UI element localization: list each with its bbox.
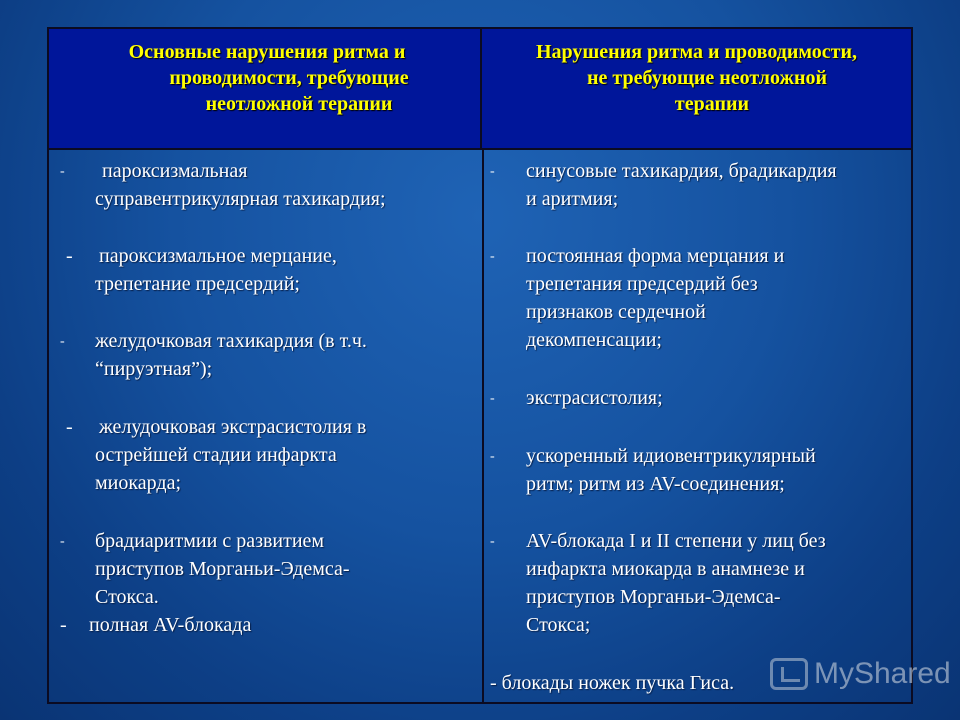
left-item-6: полная AV-блокада: [89, 614, 252, 636]
right-item-5-line-4: Стокса;: [526, 614, 591, 636]
left-item-2-line-2: трепетание предсердий;: [95, 273, 300, 295]
left-item-3-line-1: желудочковая тахикардия (в т.ч.: [95, 330, 367, 352]
bullet-dash: -: [66, 245, 73, 267]
header-right-line-2: не требующие неотложной: [586, 67, 827, 89]
right-item-6: - блокады ножек пучка Гиса.: [490, 672, 735, 694]
left-item-1-line-2: суправентрикулярная тахикардия;: [95, 188, 386, 210]
right-item-2-line-4: декомпенсации;: [526, 329, 662, 351]
right-item-4-line-1: ускоренный идиовентрикулярный: [526, 445, 816, 467]
right-item-5-line-1: AV-блокада I и II степени у лиц без: [526, 530, 826, 552]
right-item-5-line-3: приступов Морганьи-Эдемса-: [526, 586, 781, 608]
bullet-dash: -: [60, 334, 65, 349]
header-right-line-1: Нарушения ритма и проводимости,: [536, 41, 857, 63]
left-item-4-line-2: острейшей стадии инфаркта: [95, 444, 337, 466]
bullet-dash: -: [60, 534, 65, 549]
left-item-1-line-1: пароксизмальная: [102, 160, 248, 182]
header-left-line-1: Основные нарушения ритма и: [128, 41, 406, 63]
bullet-dash: -: [490, 249, 495, 264]
bullet-dash: -: [66, 416, 73, 438]
bullet-dash: -: [60, 164, 65, 179]
right-item-5-line-2: инфаркта миокарда в анамнезе и: [526, 558, 805, 580]
column-divider: [482, 148, 484, 702]
bullet-dash: -: [60, 614, 67, 636]
watermark-text: MyShared: [814, 657, 951, 690]
right-item-1-line-1: синусовые тахикардия, брадикардия: [526, 160, 837, 182]
left-item-4-line-3: миокарда;: [95, 472, 181, 494]
header-right-cell: [482, 29, 911, 148]
right-item-2-line-2: трепетания предсердий без: [526, 273, 758, 295]
header-divider: [49, 148, 911, 150]
left-item-3-line-2: “пируэтная”);: [95, 358, 213, 380]
bullet-dash: -: [490, 391, 495, 406]
bullet-dash: -: [490, 164, 495, 179]
header-left-line-2: проводимости, требующие: [169, 67, 409, 89]
left-item-2-line-1: пароксизмальное мерцание,: [99, 245, 337, 267]
watermark: [770, 654, 951, 694]
presentation-icon: [770, 658, 808, 690]
left-item-5-line-3: Стокса.: [95, 586, 159, 608]
bullet-dash: -: [490, 534, 495, 549]
header-left-line-3: неотложной терапии: [205, 93, 393, 115]
left-item-5-line-2: приступов Морганьи-Эдемса-: [95, 558, 350, 580]
right-item-3-line-1: экстрасистолия;: [526, 387, 663, 409]
right-item-1-line-2: и аритмия;: [526, 188, 619, 210]
left-item-5-line-1: брадиаритмии с развитием: [95, 530, 325, 552]
left-item-4-line-1: желудочковая экстрасистолия в: [99, 416, 367, 438]
right-item-4-line-2: ритм; ритм из AV-соединения;: [526, 473, 785, 495]
right-item-2-line-1: постоянная форма мерцания и: [526, 245, 785, 267]
header-left-cell: [49, 29, 482, 148]
right-item-2-line-3: признаков сердечной: [526, 301, 706, 323]
bullet-dash: -: [490, 449, 495, 464]
arrhythmia-table: [47, 27, 913, 704]
header-right-line-3: терапии: [674, 93, 750, 115]
